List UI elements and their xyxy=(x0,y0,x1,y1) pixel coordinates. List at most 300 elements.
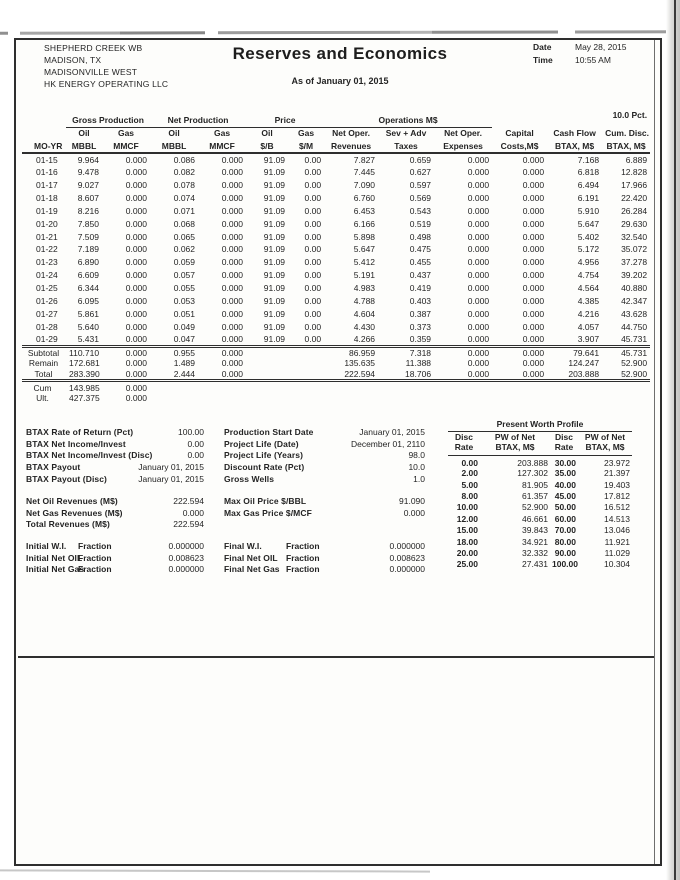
cell: 0.078 xyxy=(173,179,196,190)
cell: 0.000 xyxy=(467,167,490,178)
col-header: Net Oper. xyxy=(332,127,370,138)
year-data-row xyxy=(22,192,650,205)
cell: 0.000 xyxy=(467,358,490,369)
cell: 0.000 xyxy=(434,346,492,358)
col-header: $/M xyxy=(288,139,324,153)
cell: 6.344 xyxy=(77,283,99,294)
kv-label: Discount Rate (Pct) xyxy=(224,462,305,473)
kv-value: 222.594 xyxy=(173,519,204,530)
cell: 32.332 xyxy=(522,547,548,558)
cell: 172.681 xyxy=(69,358,100,369)
cell: 0.053 xyxy=(173,295,196,306)
cell: 0.373 xyxy=(409,321,432,332)
cell: 11.921 xyxy=(604,536,630,547)
cell: 0.000 xyxy=(467,218,490,229)
cell: 0.000 xyxy=(102,346,150,358)
cell: 6.453 xyxy=(353,205,376,216)
cell: 4.604 xyxy=(353,308,376,319)
cell: 4.385 xyxy=(577,295,600,306)
cell: Subtotal xyxy=(22,346,66,358)
cell: 7.189 xyxy=(77,244,99,255)
kv-label: Max Oil Price $/BBL xyxy=(224,496,307,506)
cell: 12.828 xyxy=(621,167,648,178)
cell: 91.09 xyxy=(263,333,286,344)
year-data-row xyxy=(22,256,650,269)
cell xyxy=(288,358,324,370)
cell: 5.647 xyxy=(577,218,600,229)
year-data-row xyxy=(22,321,650,334)
cell: 0.000 xyxy=(434,369,492,381)
cell: 01-18 xyxy=(36,192,58,203)
cell: 27.431 xyxy=(522,559,548,570)
cell: 91.09 xyxy=(263,244,286,255)
year-data-row xyxy=(22,308,650,321)
cell: 0.000 xyxy=(467,321,490,332)
cell: 0.000 xyxy=(467,231,490,242)
kv-sub-label: Fraction xyxy=(78,564,112,575)
cell: 26.284 xyxy=(621,205,648,216)
cell: 100.00 xyxy=(552,559,578,570)
cell: 0.00 xyxy=(304,167,322,178)
cell: 0.000 xyxy=(467,283,490,294)
cell: 0.000 xyxy=(467,192,490,203)
col-header: Gas xyxy=(298,127,315,138)
cell: 5.898 xyxy=(353,231,376,242)
cell: 52.900 xyxy=(602,369,650,381)
cell: 0.00 xyxy=(304,333,322,344)
cell: 7.318 xyxy=(378,346,434,358)
cell: 4.564 xyxy=(577,283,600,294)
kv-row xyxy=(26,496,204,508)
cell: 17.966 xyxy=(621,179,648,190)
year-data-row xyxy=(22,295,650,308)
cell xyxy=(492,381,547,393)
cell: 0.000 xyxy=(492,369,547,381)
cell: 0.000 xyxy=(125,383,148,394)
units-header-row xyxy=(22,139,650,153)
cell xyxy=(246,393,288,405)
cell: 0.000 xyxy=(467,154,490,165)
cell: 124.247 xyxy=(568,358,600,369)
cell: 91.09 xyxy=(263,321,286,332)
cell xyxy=(324,393,378,405)
col-header: Capital xyxy=(505,127,534,138)
cell: 86.959 xyxy=(324,346,378,358)
cell: 0.000 xyxy=(467,179,490,190)
kv-label: Initial Net OIL xyxy=(26,552,83,563)
group-header-gross-production: Gross Production xyxy=(66,110,150,127)
cell xyxy=(198,393,246,405)
col-header: MBBL xyxy=(150,139,198,153)
cell: 0.000 xyxy=(221,231,244,242)
kv-sub-label: Fraction xyxy=(286,541,320,551)
kv-row xyxy=(224,427,425,439)
cell xyxy=(378,381,434,393)
cell: 0.00 xyxy=(304,321,322,332)
cell: 42.347 xyxy=(621,295,648,306)
kv-row xyxy=(26,474,204,486)
cell: 01-20 xyxy=(36,218,58,229)
cell: 0.000 xyxy=(221,167,244,178)
kv-value: 0.000000 xyxy=(389,564,425,575)
kv-value: 10.0 xyxy=(408,462,425,473)
cell: 01-16 xyxy=(36,167,58,178)
col-header: Cash Flow xyxy=(553,127,596,138)
cell: 0.000 xyxy=(221,192,244,203)
cell: 0.049 xyxy=(173,321,196,332)
scan-top-streak xyxy=(0,30,680,34)
kv-row xyxy=(26,541,204,553)
cell: 0.00 xyxy=(304,154,322,165)
cell: 0.000 xyxy=(221,295,244,306)
cell: 0.000 xyxy=(125,358,148,369)
cell: 0.059 xyxy=(173,257,196,268)
cell: 127.302 xyxy=(517,468,548,479)
kv-label: Final Net OIL xyxy=(224,552,278,563)
cell: 0.062 xyxy=(173,244,196,255)
cell: 17.812 xyxy=(604,491,630,501)
cell: 5.861 xyxy=(77,308,99,319)
cell: 91.09 xyxy=(263,308,286,319)
cell: 0.000 xyxy=(522,283,545,294)
col-header: PW of Net xyxy=(584,432,626,442)
kv-label: BTAX Rate of Return (Pct) xyxy=(26,427,134,437)
cell: 01-29 xyxy=(36,333,58,344)
cell: 0.000 xyxy=(467,244,490,255)
cell: 0.000 xyxy=(198,369,246,381)
cell: 91.09 xyxy=(263,154,286,165)
cell: 5.640 xyxy=(77,321,99,332)
cell: 6.818 xyxy=(577,167,600,178)
cell: 3.907 xyxy=(577,333,600,344)
cell: 7.445 xyxy=(353,167,376,178)
pwp-row xyxy=(448,479,632,490)
year-data-row xyxy=(22,243,650,256)
cell: 34.921 xyxy=(522,536,548,547)
scan-right-edge-line xyxy=(674,0,676,880)
cell: 0.055 xyxy=(173,283,196,294)
page-title: Reserves and Economics xyxy=(232,44,448,63)
table-summary xyxy=(22,346,650,381)
cell: 0.000 xyxy=(221,270,244,281)
cell: 0.543 xyxy=(409,205,432,216)
kv-label: Production Start Date xyxy=(224,427,314,437)
kv-sub-label: Fraction xyxy=(78,552,112,563)
kv-label: BTAX Payout xyxy=(26,462,81,473)
empty-header xyxy=(22,127,66,139)
cell: 0.000 xyxy=(221,154,244,165)
kv-value: 0.000000 xyxy=(389,541,425,551)
cell: 0.00 xyxy=(304,270,322,281)
cell: 0.455 xyxy=(409,257,432,268)
cell: 0.051 xyxy=(173,308,196,319)
kv-value: December 01, 2110 xyxy=(350,438,425,449)
cell: 15.00 xyxy=(456,525,478,536)
pwp-body xyxy=(448,455,632,570)
kv-value: 222.594 xyxy=(173,496,204,506)
empty-header xyxy=(492,110,547,127)
cell: 0.00 xyxy=(304,308,322,319)
cell: 8.607 xyxy=(77,192,99,203)
kv-sub-label: Fraction xyxy=(286,552,320,563)
cell: 01-26 xyxy=(36,295,58,306)
cell: 0.00 xyxy=(304,205,322,216)
cell: 4.216 xyxy=(577,308,600,319)
cell: 203.888 xyxy=(517,457,548,468)
cell: 01-28 xyxy=(36,321,58,332)
col-header: Gas xyxy=(213,127,231,138)
cell: 0.000 xyxy=(522,333,545,344)
kv-row xyxy=(224,496,425,508)
group-header-row xyxy=(22,110,650,127)
initial-fractions-block xyxy=(26,541,204,576)
cell: 0.000 xyxy=(125,231,148,242)
cell: 0.000 xyxy=(125,192,148,203)
cell xyxy=(288,346,324,358)
col-header: MMCF xyxy=(198,139,246,153)
company-line: MADISONVILLE WEST xyxy=(44,67,138,77)
cell: 46.661 xyxy=(522,513,548,524)
empty-header xyxy=(22,110,66,127)
cell xyxy=(150,381,198,393)
cell: 0.047 xyxy=(173,333,196,344)
date-row xyxy=(533,41,627,54)
cell: 4.057 xyxy=(577,321,600,332)
reserves-economics-table xyxy=(22,110,650,404)
cell xyxy=(492,393,547,405)
cell: 5.647 xyxy=(353,244,376,255)
year-data-row xyxy=(22,333,650,346)
col-header: Revenues xyxy=(324,139,378,153)
cell: 43.628 xyxy=(621,308,648,319)
cum-ult-row xyxy=(22,393,650,405)
year-data-row xyxy=(22,230,650,243)
col-header: Disc xyxy=(455,432,473,442)
cell: 0.00 xyxy=(304,295,322,306)
cell xyxy=(246,369,288,381)
pwp-header xyxy=(448,433,632,455)
kv-label: Final W.I. xyxy=(224,541,262,551)
cell: 110.710 xyxy=(66,346,102,358)
cell: 40.00 xyxy=(554,479,576,490)
pwp-row xyxy=(448,559,632,570)
cell: 0.00 xyxy=(304,218,322,229)
cell: 5.431 xyxy=(77,333,99,344)
cell: 0.000 xyxy=(467,333,490,344)
kv-value: January 01, 2015 xyxy=(138,473,204,484)
cell: 0.000 xyxy=(125,257,148,268)
cell: 5.172 xyxy=(577,244,600,255)
col-header: Oil xyxy=(78,127,90,138)
cell: 5.191 xyxy=(353,270,376,281)
cell: 30.00 xyxy=(554,457,576,468)
cell: 0.659 xyxy=(409,154,432,165)
cell: 91.09 xyxy=(263,179,286,190)
cell: 0.000 xyxy=(102,369,150,381)
cell: 6.166 xyxy=(353,218,376,229)
pwp-row xyxy=(448,468,632,479)
cell: 91.09 xyxy=(263,283,286,294)
year-data-row xyxy=(22,282,650,295)
cell: 45.731 xyxy=(621,333,648,344)
cell: 0.065 xyxy=(173,231,196,242)
year-data-row xyxy=(22,166,650,179)
cell: 20.00 xyxy=(456,547,478,558)
final-fractions-block xyxy=(224,541,425,576)
year-data-row xyxy=(22,153,650,166)
cell: 0.000 xyxy=(467,270,490,281)
project-summary-block xyxy=(224,427,425,485)
cell: 135.635 xyxy=(344,358,376,369)
table-body xyxy=(22,153,650,346)
col-header: PW of Net xyxy=(494,432,536,442)
discount-pct-header: 10.0 Pct. xyxy=(612,110,648,120)
cell: 0.000 xyxy=(125,321,148,332)
cell: 4.788 xyxy=(353,295,376,306)
section-divider-rule xyxy=(18,656,654,658)
col-header: Rate xyxy=(448,443,480,455)
company-line: HK ENERGY OPERATING LLC xyxy=(44,79,169,89)
col-header: BTAX, M$ xyxy=(602,139,650,153)
date-value: May 28, 2015 xyxy=(575,42,627,52)
kv-label: BTAX Net Income/Invest (Disc) xyxy=(26,450,153,461)
as-of-date: As of January 01, 2015 xyxy=(291,76,389,86)
kv-value: 0.00 xyxy=(187,438,204,449)
kv-label: Total Revenues (M$) xyxy=(26,519,110,530)
cell: 0.419 xyxy=(409,283,432,294)
cell: 0.000 xyxy=(522,295,545,306)
kv-row xyxy=(26,519,204,531)
cell: 23.972 xyxy=(604,457,630,468)
cell: 2.444 xyxy=(150,369,198,381)
summary-row xyxy=(22,346,650,358)
cell: 35.072 xyxy=(621,244,648,255)
cell: 7.850 xyxy=(77,218,99,229)
cell: 8.216 xyxy=(77,205,99,216)
cell: 4.956 xyxy=(577,257,600,268)
cell: 0.000 xyxy=(522,231,545,242)
cell: 0.000 xyxy=(522,167,545,178)
cell: 0.519 xyxy=(409,218,432,229)
cell: 16.512 xyxy=(604,502,630,513)
kv-value: January 01, 2015 xyxy=(359,427,425,437)
cell: 40.880 xyxy=(621,283,648,294)
kv-row xyxy=(224,541,425,553)
cell: 91.09 xyxy=(263,231,286,242)
cell: 0.000 xyxy=(522,244,545,255)
cell: 0.569 xyxy=(409,192,432,203)
cell: Total xyxy=(22,369,66,381)
cell: 11.388 xyxy=(405,358,432,369)
cell: 0.498 xyxy=(409,231,432,242)
kv-label: Initial Net Gas xyxy=(26,564,85,575)
cell: 0.00 xyxy=(304,231,322,242)
cell: 0.086 xyxy=(173,154,196,165)
time-value: 10:55 AM xyxy=(575,55,611,65)
cell: 0.00 xyxy=(304,283,322,294)
cell: 7.509 xyxy=(77,231,99,242)
cell xyxy=(198,381,246,393)
cell: 90.00 xyxy=(554,547,576,558)
cell: 0.000 xyxy=(221,333,244,344)
scan-bottom-smudge xyxy=(0,869,430,872)
cell: 0.955 xyxy=(150,346,198,358)
cell: 1.489 xyxy=(173,358,196,369)
cell: 0.000 xyxy=(522,154,545,165)
kv-row xyxy=(26,427,204,439)
cell: 01-21 xyxy=(36,231,58,242)
cell: 7.168 xyxy=(577,154,600,165)
table-cum-ult xyxy=(22,381,650,405)
cell: 91.09 xyxy=(263,205,286,216)
kv-row xyxy=(26,508,204,520)
kv-value: 1.0 xyxy=(413,473,425,484)
kv-label: BTAX Payout (Disc) xyxy=(26,473,107,484)
cell: 0.000 xyxy=(125,270,148,281)
cell: 0.00 xyxy=(304,192,322,203)
present-worth-profile xyxy=(448,419,632,570)
cell: 81.905 xyxy=(522,479,548,490)
year-data-row xyxy=(22,269,650,282)
pwp-row xyxy=(448,524,632,535)
cell: 0.000 xyxy=(522,358,545,369)
cell: 79.641 xyxy=(547,346,602,358)
cell: 01-19 xyxy=(36,205,58,216)
cell: 13.046 xyxy=(604,525,630,536)
cell xyxy=(246,381,288,393)
cell: 0.00 xyxy=(304,179,322,190)
cell: 01-23 xyxy=(36,257,58,268)
cell: 01-15 xyxy=(36,154,58,165)
max-price-block xyxy=(224,496,425,519)
cell: 0.000 xyxy=(467,308,490,319)
cell: 10.00 xyxy=(456,502,478,513)
cell: 01-25 xyxy=(36,283,58,294)
cell: 0.359 xyxy=(409,333,432,344)
cell: 29.630 xyxy=(621,218,648,229)
kv-value: 91.090 xyxy=(399,496,425,506)
cell: 6.609 xyxy=(77,270,99,281)
cell: 7.090 xyxy=(353,179,376,190)
kv-sub-label: Fraction xyxy=(286,564,320,575)
summary-row xyxy=(22,358,650,370)
cell: 0.000 xyxy=(221,244,244,255)
cell: 143.985 xyxy=(69,383,100,394)
cell: 22.420 xyxy=(621,192,648,203)
cell: 4.430 xyxy=(353,321,376,332)
kv-label: Project Life (Date) xyxy=(224,438,299,449)
cell: 5.412 xyxy=(353,257,376,268)
pwp-table xyxy=(448,433,632,570)
kv-value: 100.00 xyxy=(178,427,204,437)
cell: 0.000 xyxy=(522,308,545,319)
pwp-title: Present Worth Profile xyxy=(448,419,632,432)
col-header: Net Oper. xyxy=(444,127,482,138)
time-row xyxy=(533,54,627,67)
cell: 10.304 xyxy=(604,559,630,570)
cell xyxy=(378,393,434,405)
cell: 0.000 xyxy=(522,205,545,216)
col-header: Expenses xyxy=(434,139,492,153)
kv-row xyxy=(26,462,204,474)
col-header: Costs,M$ xyxy=(492,139,547,153)
pwp-row xyxy=(448,502,632,513)
cell: 0.000 xyxy=(125,154,148,165)
cell: 12.00 xyxy=(456,513,478,524)
kv-label: Project Life (Years) xyxy=(224,450,304,461)
cell: 6.760 xyxy=(353,192,376,203)
cell: 203.888 xyxy=(547,369,602,381)
